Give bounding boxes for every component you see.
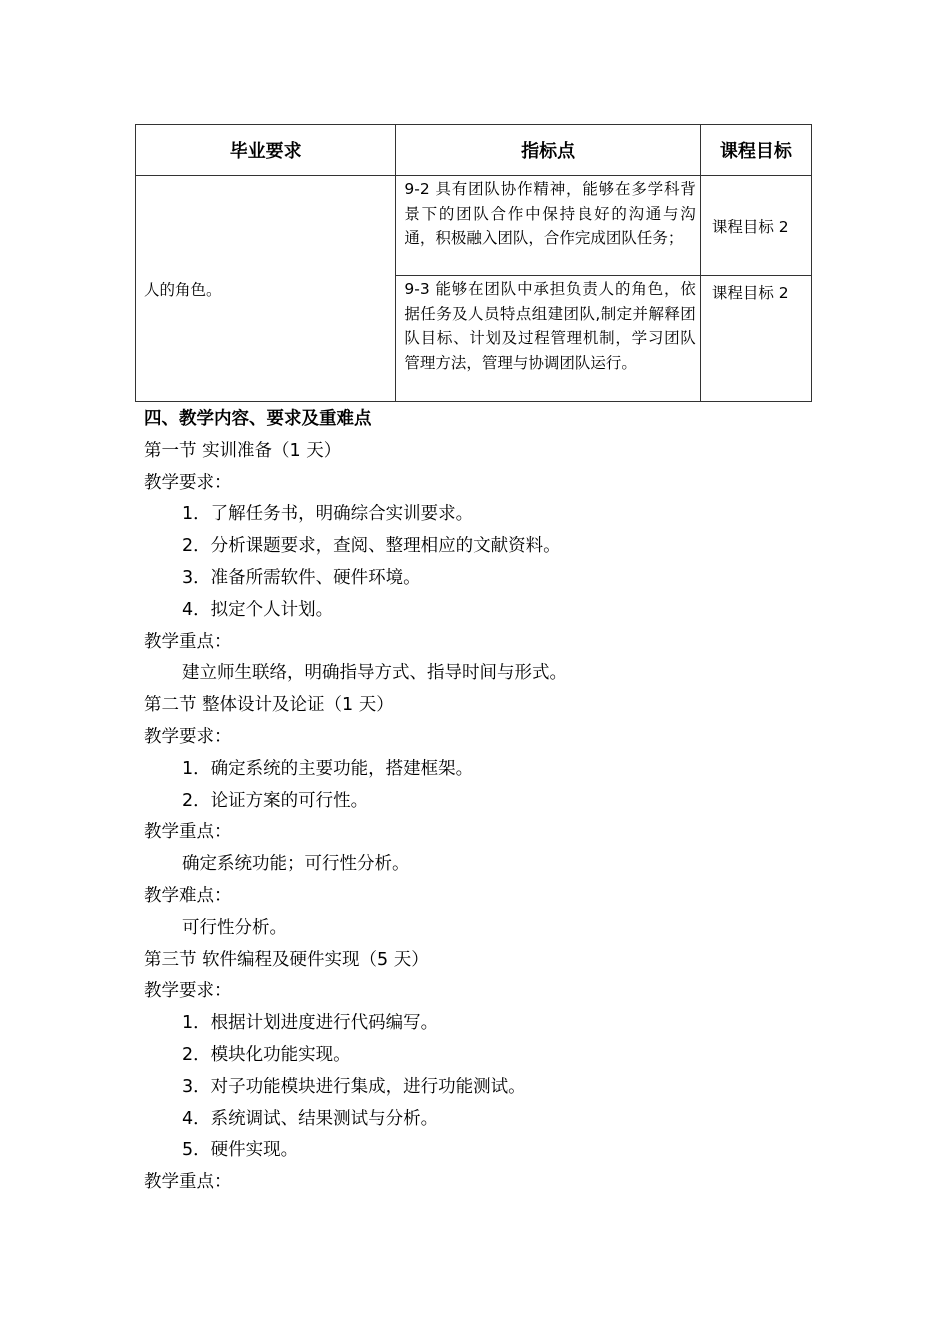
content-line: 1．了解任务书，明确综合实训要求。 bbox=[182, 504, 474, 525]
content-line: 3．准备所需软件、硬件环境。 bbox=[182, 567, 421, 588]
content-line: 2．模块化功能实现。 bbox=[182, 1044, 351, 1065]
content-line: 3．对子功能模块进行集成，进行功能测试。 bbox=[182, 1076, 526, 1097]
content-line: 4．拟定个人计划。 bbox=[182, 599, 334, 620]
content-line: 教学重点： bbox=[144, 631, 232, 652]
content-line: 确定系统功能；可行性分析。 bbox=[182, 854, 410, 875]
content-line: 1．确定系统的主要功能，搭建框架。 bbox=[182, 758, 474, 779]
indicator-cell: 9-2 具有团队协作精神，能够在多学科背景下的团队合作中保持良好的沟通与沟通，积极融入团队，合作完成团队任务； bbox=[396, 176, 700, 276]
content-line: 教学难点： bbox=[144, 885, 232, 906]
content-line: 2．论证方案的可行性。 bbox=[182, 790, 369, 811]
content-line: 可行性分析。 bbox=[182, 917, 287, 938]
teaching-content bbox=[144, 404, 824, 1199]
content-line: 4．系统调试、结果测试与分析。 bbox=[182, 1108, 439, 1129]
content-line: 第三节 软件编程及硬件实现（5 天） bbox=[144, 949, 429, 970]
indicator-cell: 9-3 能够在团队中承担负责人的角色，依据任务及人员特点组建团队,制定并解释团队目标、计划及过程管理机制，学习团队管理方法，管理与协调团队运行。 bbox=[396, 276, 700, 402]
content-line: 2．分析课题要求，查阅、整理相应的文献资料。 bbox=[182, 536, 561, 557]
requirement-cell: 人的角色。 bbox=[136, 176, 396, 402]
content-line: 教学重点： bbox=[144, 822, 232, 843]
content-line: 1．根据计划进度进行代码编写。 bbox=[182, 1013, 439, 1034]
content-line: 教学重点： bbox=[144, 1172, 232, 1193]
content-line: 教学要求： bbox=[144, 981, 232, 1002]
header-indicator: 指标点 bbox=[396, 125, 700, 176]
header-course-goal: 课程目标 bbox=[700, 125, 811, 176]
content-line: 第二节 整体设计及论证（1 天） bbox=[144, 695, 394, 716]
section-heading: 四、教学内容、要求及重难点 bbox=[144, 409, 372, 429]
content-line: 教学要求： bbox=[144, 472, 232, 493]
table-header-row bbox=[136, 125, 812, 176]
goal-cell: 课程目标 2 bbox=[700, 276, 811, 402]
goal-cell: 课程目标 2 bbox=[700, 176, 811, 276]
content-line: 5．硬件实现。 bbox=[182, 1140, 299, 1161]
table-row bbox=[136, 176, 812, 276]
requirements-table bbox=[135, 124, 812, 402]
content-line: 教学要求： bbox=[144, 726, 232, 747]
content-line: 建立师生联络，明确指导方式、指导时间与形式。 bbox=[182, 663, 567, 684]
content-line: 第一节 实训准备（1 天） bbox=[144, 440, 342, 461]
header-graduation-requirement: 毕业要求 bbox=[136, 125, 396, 176]
